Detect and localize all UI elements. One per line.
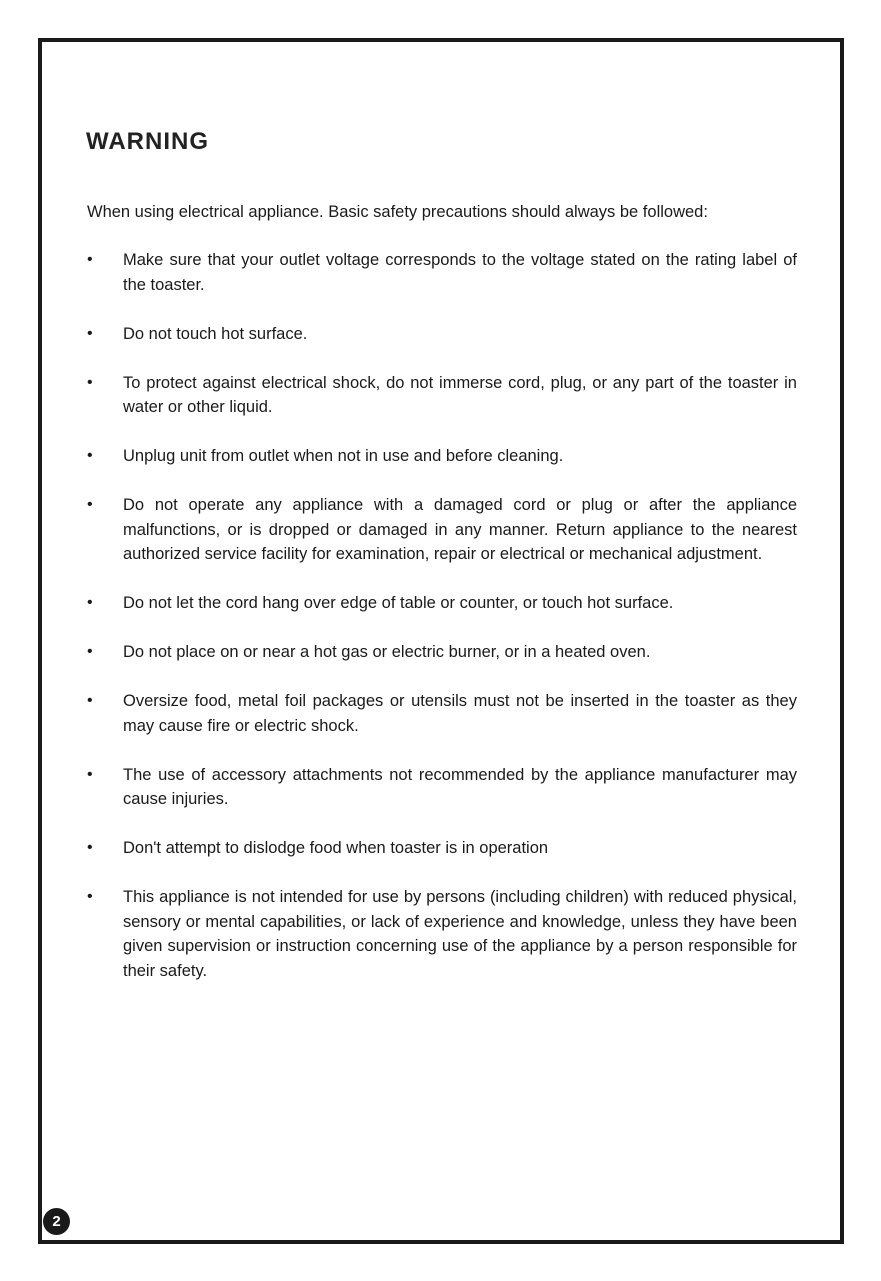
list-item-text: This appliance is not intended for use by persons (including children) with reduced physical, sensory or mental capabilities, or lack of experience and knowledge, unless they have been given supervision or instruction concerning use of the appliance by a person responsible for their safety. [123, 888, 797, 980]
list-item [87, 885, 797, 983]
warning-list [87, 248, 797, 1008]
list-item [87, 248, 797, 297]
bullet-icon: • [87, 765, 93, 783]
warning-heading: WARNING [86, 128, 209, 155]
list-item-text: Do not let the cord hang over edge of table or counter, or touch hot surface. [123, 594, 674, 612]
list-item-text: To protect against electrical shock, do not immerse cord, plug, or any part of the toaster in water or other liquid. [123, 373, 797, 416]
list-item [87, 371, 797, 420]
list-item [87, 322, 797, 347]
list-item [87, 763, 797, 812]
list-item-text: Do not place on or near a hot gas or electric burner, or in a heated oven. [123, 643, 651, 661]
bullet-icon: • [87, 373, 93, 391]
list-item [87, 689, 797, 738]
list-item-text: Do not touch hot surface. [123, 324, 308, 343]
bullet-icon: • [87, 594, 93, 611]
bullet-icon: • [87, 447, 93, 464]
list-item [87, 493, 797, 567]
list-item-text: Do not operate any appliance with a damaged cord or plug or after the appliance malfunctions, or is dropped or damaged in any manner. Return appliance to the nearest authorized service facility for examination, repair or electrical or mechanical adjustment. [123, 496, 797, 563]
bullet-icon: • [87, 643, 93, 660]
list-item-text: Make sure that your outlet voltage corresponds to the voltage stated on the rating label of the toaster. [123, 251, 797, 294]
bullet-icon: • [87, 324, 93, 342]
list-item [87, 836, 797, 861]
list-item-text: Unplug unit from outlet when not in use and before cleaning. [123, 447, 564, 465]
list-item-text: Oversize food, metal foil packages or utensils must not be inserted in the toaster as they may cause fire or electric shock. [123, 692, 797, 735]
bullet-icon: • [87, 692, 93, 709]
intro-text: When using electrical appliance. Basic safety precautions should always be followed: [87, 203, 708, 221]
list-item-text: The use of accessory attachments not recommended by the appliance manufacturer may cause injuries. [123, 765, 797, 808]
page-number: 2 [43, 1208, 70, 1235]
list-item [87, 640, 797, 665]
bullet-icon: • [87, 839, 93, 856]
bullet-icon: • [87, 251, 93, 268]
list-item-text: Don't attempt to dislodge food when toaster is in operation [123, 839, 549, 857]
bullet-icon: • [87, 888, 93, 905]
bullet-icon: • [87, 496, 93, 513]
list-item [87, 444, 797, 469]
list-item [87, 591, 797, 616]
